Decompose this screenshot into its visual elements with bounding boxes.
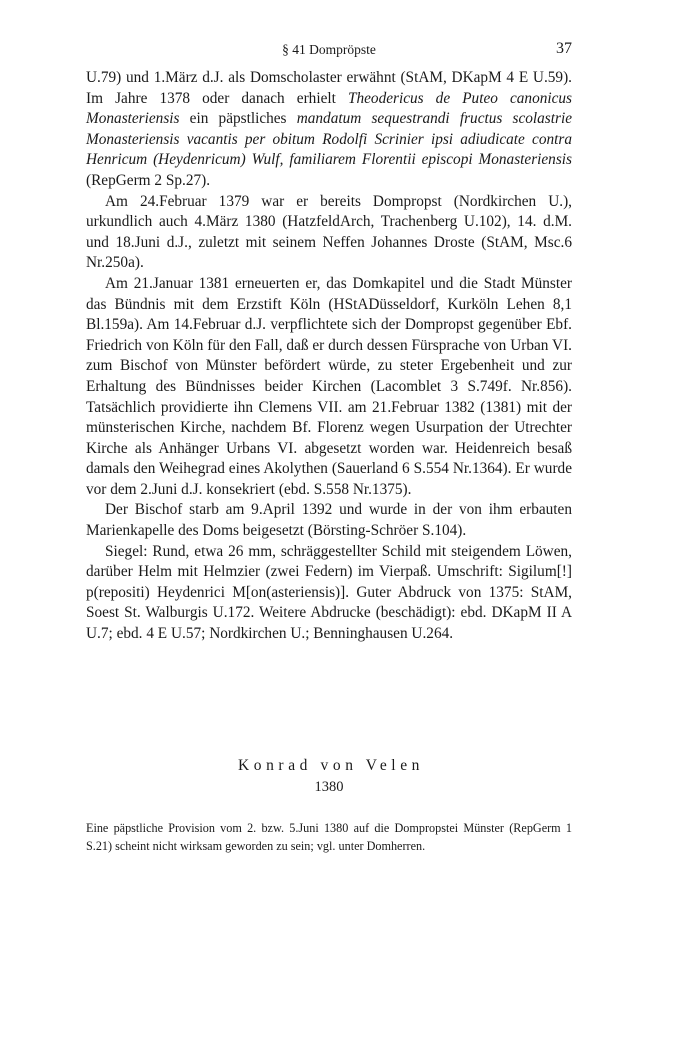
note-text: Eine päpstliche Provision vom 2. bzw. 5.Juni 1380 auf die Dompropstei Münster (RepGerm 1 S.21) scheint nicht wirksam geworden zu sein; vgl. unter Domherren. xyxy=(86,821,572,853)
italic-segment: Theodericus de Puteo canonicus Monasteriensis xyxy=(86,89,573,128)
paragraph-continuation xyxy=(86,68,572,192)
running-title: § 41 Dompröpste xyxy=(282,42,376,57)
text-segment: Am 21.Januar 1381 erneuerten er, das Domkapitel und die Stadt Münster das Bündnis mit dem Erzstift Köln (HStADüsseldorf, Kurköln Lehen 8,1 Bl.159a). Am 14.Februar d.J. verpflichtete sich der Dompropst gegenüber Ebf. Friedrich von Köln für den Fall, daß er durch dessen Fürsprache von Urban VI. zum Bischof von Münster befördert würde, zu steter Ergebenheit und zur Erhaltung des Bündnisses beider Kirchen (Lacomblet 3 S.749f. Nr.856). Tatsächlich providierte ihn Clemens VII. am 21.Februar 1382 (1381) mit der münsterischen Kirche, nachdem Bf. Florenz wegen Usurpation der Utrechter Kirche als Anhänger Urbans VI. abgesetzt worden war. Heidenreich besaß damals den Weihegrad eines Akolythen (Sauerland 6 S.554 Nr.1364). Er wurde vor dem 2.Juni d.J. konsekriert (ebd. S.558 Nr.1375). xyxy=(86,274,572,498)
text-segment: (RepGerm 2 Sp.27). xyxy=(86,171,211,189)
paragraph-buendnis-1381 xyxy=(86,274,572,501)
paragraph-siegel xyxy=(86,542,572,645)
body-text xyxy=(86,68,572,645)
paragraph-tod-1392 xyxy=(86,500,572,541)
text-segment: Siegel: Rund, etwa 26 mm, schräggestellter Schild mit steigendem Löwen, darüber Helm mit Helmzier (zwei Federn) im Vierpaß. Umschrift: Sigilum[!] p(repositi) Heydenrici M[on(asteriensis)]. Guter Abdruck von 1375: StAM, Soest St. Walburgis U.172. Weitere Abdrucke (beschädigt): ebd. DKapM II A U.7; ebd. 4 E U.57; Nordkirchen U.; Benninghausen U.264. xyxy=(86,542,572,643)
text-segment: Am 24.Februar 1379 war er bereits Dompropst (Nordkirchen U.), urkundlich auch 4.März 1380 (HatzfeldArch, Trachenberg U.102), 14. d.M. und 18.Juni d.J., zuletzt mit seinem Neffen Johannes Droste (StAM, Msc.6 Nr.250a). xyxy=(86,192,572,272)
text-segment: U.79) und 1.März d.J. als Domscholaster erwähnt (StAM, DKapM 4 E U.59). Im Jahre 1378 oder danach erhielt xyxy=(86,69,572,107)
section-name: Konrad von Velen xyxy=(237,757,425,774)
text-segment: Der Bischof starb am 9.April 1392 und wurde in der von ihm erbauten Marienkapelle des Doms beigesetzt (Börsting-Schröer S.104). xyxy=(86,501,572,540)
section-year: 1380 xyxy=(314,779,344,795)
text-segment: ein päpstliches xyxy=(179,110,297,128)
section-note xyxy=(86,819,572,855)
section-heading xyxy=(86,757,572,796)
page-number: 37 xyxy=(556,40,572,57)
italic-segment: mandatum sequestrandi fructus scolastrie Monasteriensis vacantis per obitum Rodolfi Scrinier ipsi adiudicate contra Henricum (Heydenricum) Wulf, familiarem Florentii episcopi Monasteriensis xyxy=(86,110,572,169)
paragraph-dompropst-1379 xyxy=(86,192,572,274)
running-head xyxy=(86,42,572,62)
